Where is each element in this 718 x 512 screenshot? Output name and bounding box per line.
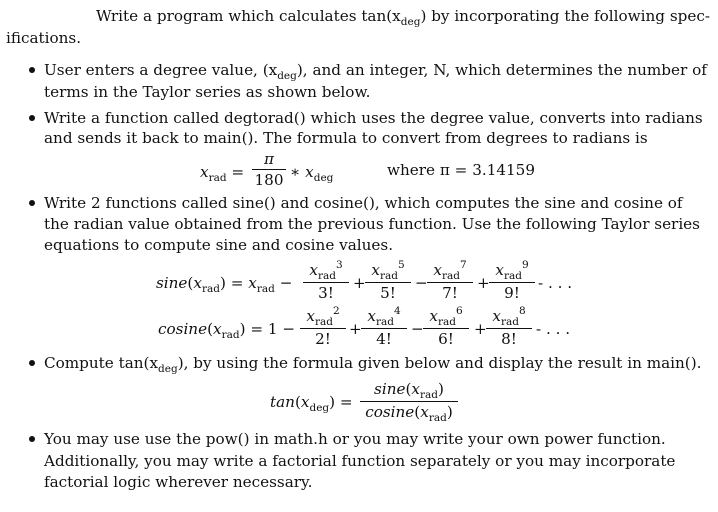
bullet-dot bbox=[29, 436, 35, 442]
bullet-dot bbox=[29, 67, 35, 73]
x-rad-lhs: $x_{rad}$ = bbox=[200, 163, 245, 184]
bullet-3-line-2: the radian value obtained from the previous function. Use the following Taylor series bbox=[44, 215, 700, 233]
bullet-5-line-3: factorial logic wherever necessary. bbox=[44, 473, 313, 491]
sine-term-7: $x_{rad}^7$ 7! bbox=[427, 261, 473, 302]
intro-line-1: Write a program which calculates $\tan(x_{deg})$ by incorporating the following spec- bbox=[96, 7, 710, 28]
times-x-deg: ∗ $x_{deg}$ bbox=[290, 163, 334, 184]
bullet-3-line-3: equations to compute sine and cosine values. bbox=[44, 236, 394, 254]
where-pi: where π = 3.14159 bbox=[387, 161, 536, 179]
bullet-1-line-2: terms in the Taylor series as shown below. bbox=[44, 83, 371, 101]
sine-term-9: $x_{rad}^9$ 9! bbox=[489, 261, 535, 302]
sine-minus-2: − bbox=[415, 274, 428, 292]
cosine-term-4: $x_{rad}^4$ 4! bbox=[361, 307, 407, 348]
bullet-dot bbox=[29, 360, 35, 366]
bullet-5-line-1: You may use use the pow() in math.h or you may write your own power function. bbox=[44, 430, 666, 448]
bullet-1-line-1: User enters a degree value, $(x_{deg})$, and an integer, N, which determines the number of bbox=[44, 61, 707, 82]
sine-term-5: $x_{rad}^5$ 5! bbox=[365, 261, 411, 302]
bullet-dot bbox=[29, 115, 35, 121]
sine-term-3: $x_{rad}^3$ 3! bbox=[303, 261, 349, 302]
cosine-term-2: $x_{rad}^2$ 2! bbox=[300, 307, 346, 348]
bullet-2-line-2: and sends it back to main(). The formula to convert from degrees to radians is bbox=[44, 129, 648, 147]
intro-line-2: ifications. bbox=[6, 29, 82, 47]
sine-plus-2: + bbox=[477, 274, 490, 292]
bullet-5-line-2: Additionally, you may write a factorial function separately or you may incorporate bbox=[44, 452, 676, 470]
cosine-ellipsis: - . . . bbox=[536, 320, 571, 338]
tan-lhs: $\tan(x_{deg})$ = bbox=[270, 393, 353, 414]
cosine-lhs: $cosine(x_{rad}) = 1$ − bbox=[158, 320, 296, 341]
bullet-3-line-1: Write 2 functions called sine() and cosine(), which computes the sine and cosine of bbox=[44, 194, 683, 212]
sine-plus-1: + bbox=[353, 274, 366, 292]
cosine-plus-1: + bbox=[349, 320, 362, 338]
pi-over-180-fraction: π 180 bbox=[252, 150, 286, 189]
bullet-2-line-1: Write a function called degtorad() which uses the degree value, converts into radians bbox=[44, 109, 703, 127]
bullet-dot bbox=[29, 200, 35, 206]
sine-lhs: $\sin e(x_{rad}) = x_{rad}$ − bbox=[156, 274, 293, 295]
cosine-plus-2: + bbox=[474, 320, 487, 338]
cosine-term-8: $x_{rad}^8$ 8! bbox=[486, 307, 532, 348]
cosine-minus-2: − bbox=[411, 320, 424, 338]
bullet-4-line-1: Compute $\tan(x_{deg})$, by using the formula given below and display the result in main(). bbox=[44, 354, 702, 375]
tan-fraction: $\sin e(x_{rad})$ $cosine(x_{rad})$ bbox=[360, 380, 458, 423]
sine-ellipsis: - . . . bbox=[538, 274, 573, 292]
cosine-term-6: $x_{rad}^6$ 6! bbox=[423, 307, 469, 348]
